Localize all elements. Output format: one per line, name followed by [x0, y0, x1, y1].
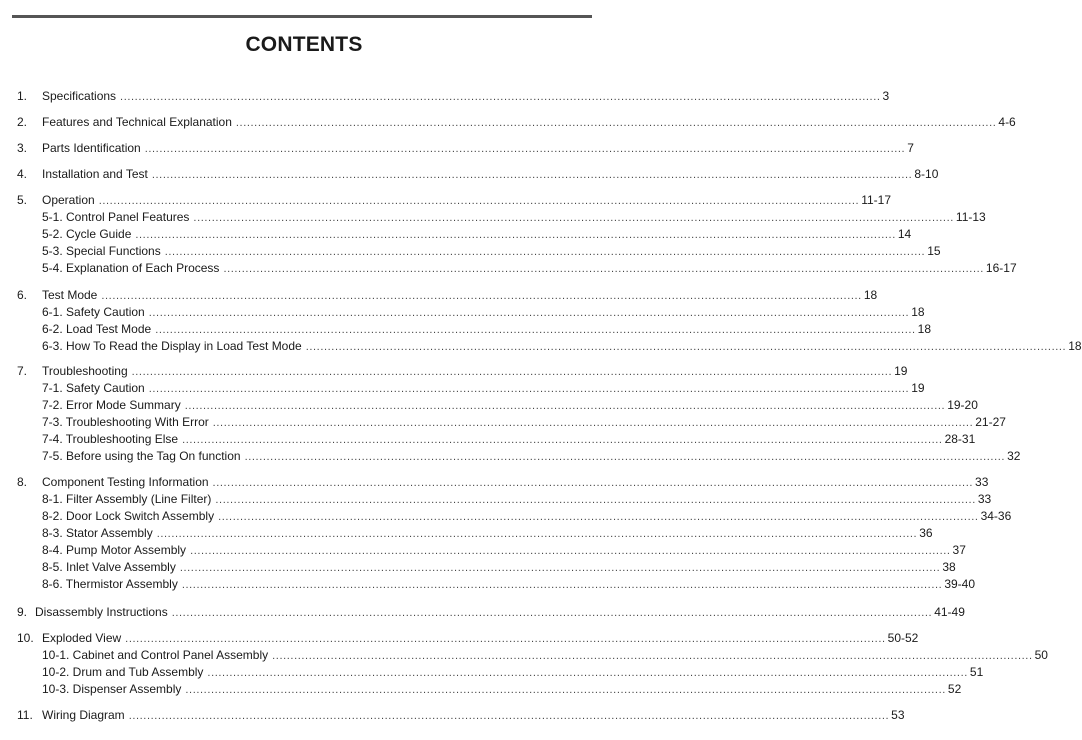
toc-page-number: 39-40: [944, 577, 976, 591]
toc-section-11[interactable]: [0, 707, 905, 724]
dot-leader: ................................................................................................................................................................................................................: [190, 545, 951, 557]
toc-page-number: 33: [977, 492, 992, 506]
toc-title: Parts Identification: [42, 141, 141, 155]
dot-leader: ................................................................................................................................................................................................................: [207, 667, 968, 679]
toc-subsection-8-3[interactable]: [0, 525, 933, 542]
toc-title: Features and Technical Explanation: [42, 115, 232, 129]
dot-leader: ................................................................................................................................................................................................................: [235, 117, 997, 129]
toc-page-number: 18: [917, 322, 932, 336]
toc-number: 4.: [17, 167, 28, 181]
toc-page-number: 21-27: [975, 415, 1006, 429]
dot-leader: ................................................................................................................................................................................................................: [135, 229, 896, 241]
toc-title: Troubleshooting: [42, 364, 128, 378]
toc-title: 5-4. Explanation of Each Process: [42, 261, 220, 275]
toc-title: 10-1. Cabinet and Control Panel Assembly: [42, 648, 269, 662]
toc-subsection-10-1[interactable]: [0, 647, 1048, 664]
page-title: CONTENTS: [245, 33, 363, 56]
toc-section-3[interactable]: [0, 140, 914, 157]
toc-number: 10.: [17, 631, 34, 645]
toc-page-number: 36: [919, 526, 933, 540]
toc-subsection-7-1[interactable]: [0, 380, 925, 397]
toc-title: Specifications: [42, 89, 117, 103]
toc-page-number: 50: [1034, 648, 1048, 662]
toc-title: 6-1. Safety Caution: [42, 305, 145, 319]
toc-subsection-8-2[interactable]: [0, 508, 1012, 525]
toc-subsection-6-1[interactable]: [0, 304, 925, 321]
toc-number: 6.: [17, 288, 28, 302]
toc-subsection-8-6[interactable]: [0, 576, 976, 593]
toc-title: 10-3. Dispenser Assembly: [42, 682, 182, 696]
toc-number: 2.: [17, 115, 28, 129]
dot-leader: ................................................................................................................................................................................................................: [125, 633, 886, 645]
toc-page-number: 41-49: [934, 605, 965, 619]
toc-title: 7-3. Troubleshooting With Error: [42, 415, 209, 429]
toc-subsection-5-2[interactable]: [0, 226, 912, 243]
dot-leader: ................................................................................................................................................................................................................: [182, 434, 943, 446]
toc-title: 8-1. Filter Assembly (Line Filter): [42, 492, 212, 506]
top-rule: [12, 15, 592, 18]
dot-leader: ................................................................................................................................................................................................................: [155, 324, 916, 336]
toc-number: 7.: [17, 364, 28, 378]
dot-leader: ................................................................................................................................................................................................................: [128, 710, 890, 722]
toc-subsection-7-4[interactable]: [0, 431, 976, 448]
toc-page-number: 15: [927, 244, 941, 258]
dot-leader: ................................................................................................................................................................................................................: [305, 341, 1067, 353]
dot-leader: ................................................................................................................................................................................................................: [244, 451, 1006, 463]
toc-title: 5-1. Control Panel Features: [42, 210, 190, 224]
toc-title: Exploded View: [42, 631, 122, 645]
toc-page-number: 37: [952, 543, 966, 557]
toc-title: 6-2. Load Test Mode: [42, 322, 152, 336]
toc-title: 5-3. Special Functions: [42, 244, 161, 258]
toc-page-number: 18: [1068, 339, 1082, 353]
toc-subsection-5-1[interactable]: [0, 209, 986, 226]
toc-number: 8.: [17, 475, 28, 489]
dot-leader: ................................................................................................................................................................................................................: [212, 477, 974, 489]
toc-subsection-10-2[interactable]: [0, 664, 984, 681]
toc-title: 8-6. Thermistor Assembly: [42, 577, 178, 591]
toc-section-2[interactable]: [0, 114, 1016, 131]
toc-page-number: 33: [975, 475, 989, 489]
toc-page-number: 38: [942, 560, 956, 574]
dot-leader: ................................................................................................................................................................................................................: [148, 383, 910, 395]
dot-leader: ................................................................................................................................................................................................................: [218, 511, 979, 523]
toc-number: 9.: [17, 605, 28, 619]
toc-page-number: 19: [911, 381, 925, 395]
toc-title: 10-2. Drum and Tub Assembly: [42, 665, 204, 679]
dot-leader: ................................................................................................................................................................................................................: [212, 417, 974, 429]
toc-page-number: 3: [882, 89, 890, 103]
dot-leader: ................................................................................................................................................................................................................: [101, 290, 862, 302]
toc-title: 8-4. Pump Motor Assembly: [42, 543, 187, 557]
toc-title: Disassembly Instructions: [35, 605, 168, 619]
dot-leader: ................................................................................................................................................................................................................: [185, 684, 946, 696]
dot-leader: ................................................................................................................................................................................................................: [164, 246, 926, 258]
dot-leader: ................................................................................................................................................................................................................: [98, 195, 860, 207]
dot-leader: ................................................................................................................................................................................................................: [215, 494, 976, 506]
toc-number: 11.: [17, 708, 33, 722]
toc-page-number: 19: [894, 364, 908, 378]
toc-title: 8-3. Stator Assembly: [42, 526, 153, 540]
toc-section-9[interactable]: [0, 604, 965, 621]
toc-section-1[interactable]: [0, 88, 890, 105]
toc-subsection-8-4[interactable]: [0, 542, 966, 559]
toc-title: 8-5. Inlet Valve Assembly: [42, 560, 176, 574]
dot-leader: ................................................................................................................................................................................................................: [179, 562, 941, 574]
dot-leader: ................................................................................................................................................................................................................: [181, 579, 943, 591]
toc-page-number: 7: [907, 141, 914, 155]
toc-subsection-5-4[interactable]: [0, 260, 1017, 277]
dot-leader: ................................................................................................................................................................................................................: [223, 263, 984, 275]
toc-page-number: 32: [1007, 449, 1021, 463]
toc-number: 5.: [17, 193, 28, 207]
toc-subsection-7-5[interactable]: [0, 448, 1021, 465]
toc-subsection-8-5[interactable]: [0, 559, 956, 576]
toc-section-4[interactable]: [0, 166, 939, 183]
toc-page-number: 34-36: [980, 509, 1012, 523]
toc-subsection-8-1[interactable]: [0, 491, 992, 508]
toc-section-10[interactable]: [0, 630, 919, 647]
dot-leader: ................................................................................................................................................................................................................: [193, 212, 954, 224]
toc-title: 7-4. Troubleshooting Else: [42, 432, 179, 446]
toc-page-number: 11-17: [861, 193, 891, 207]
toc-page-number: 19-20: [947, 398, 978, 412]
toc-title: Operation: [42, 193, 95, 207]
toc-section-8[interactable]: [0, 474, 989, 491]
toc-subsection-6-3[interactable]: [0, 338, 1082, 355]
toc-number: 3.: [17, 141, 28, 155]
dot-leader: ................................................................................................................................................................................................................: [144, 143, 906, 155]
dot-leader: ................................................................................................................................................................................................................: [120, 91, 881, 103]
toc-subsection-7-2[interactable]: [0, 397, 978, 414]
dot-leader: ................................................................................................................................................................................................................: [131, 366, 893, 378]
toc-title: 7-2. Error Mode Summary: [42, 398, 181, 412]
toc-page-number: 14: [897, 227, 912, 241]
dot-leader: ................................................................................................................................................................................................................: [148, 307, 910, 319]
toc-title: Wiring Diagram: [42, 708, 125, 722]
toc-subsection-10-3[interactable]: [0, 681, 962, 698]
toc-page-number: 50-52: [887, 631, 919, 645]
toc-section-6[interactable]: [0, 287, 878, 304]
toc-page-number: 8-10: [914, 167, 939, 181]
toc-page-number: 51: [969, 665, 984, 679]
toc-subsection-6-2[interactable]: [0, 321, 932, 338]
toc-page-number: 11-13: [955, 210, 986, 224]
toc-page-number: 53: [891, 708, 905, 722]
toc-section-5[interactable]: [0, 192, 891, 209]
toc-number: 1.: [17, 89, 28, 103]
toc-page-number: 16-17: [985, 261, 1017, 275]
dot-leader: ................................................................................................................................................................................................................: [171, 607, 933, 619]
toc-title: Component Testing Information: [42, 475, 209, 489]
toc-title: 7-5. Before using the Tag On function: [42, 449, 241, 463]
toc-section-7[interactable]: [0, 363, 908, 380]
toc-page-number: 18: [863, 288, 878, 302]
toc-subsection-5-3[interactable]: [0, 243, 941, 260]
toc-title: 5-2. Cycle Guide: [42, 227, 132, 241]
toc-title: 8-2. Door Lock Switch Assembly: [42, 509, 215, 523]
toc-page-number: 18: [911, 305, 925, 319]
toc-title: 6-3. How To Read the Display in Load Test Mode: [42, 339, 302, 353]
toc-title: 7-1. Safety Caution: [42, 381, 145, 395]
dot-leader: ................................................................................................................................................................................................................: [156, 528, 918, 540]
toc-page-number: 4-6: [998, 115, 1016, 129]
toc-subsection-7-3[interactable]: [0, 414, 1006, 431]
toc-page-number: 52: [947, 682, 962, 696]
toc-title: Test Mode: [42, 288, 98, 302]
toc-title: Installation and Test: [42, 167, 148, 181]
dot-leader: ................................................................................................................................................................................................................: [184, 400, 946, 412]
dot-leader: ................................................................................................................................................................................................................: [151, 169, 913, 181]
toc-page-number: 28-31: [944, 432, 976, 446]
dot-leader: ................................................................................................................................................................................................................: [272, 650, 1033, 662]
